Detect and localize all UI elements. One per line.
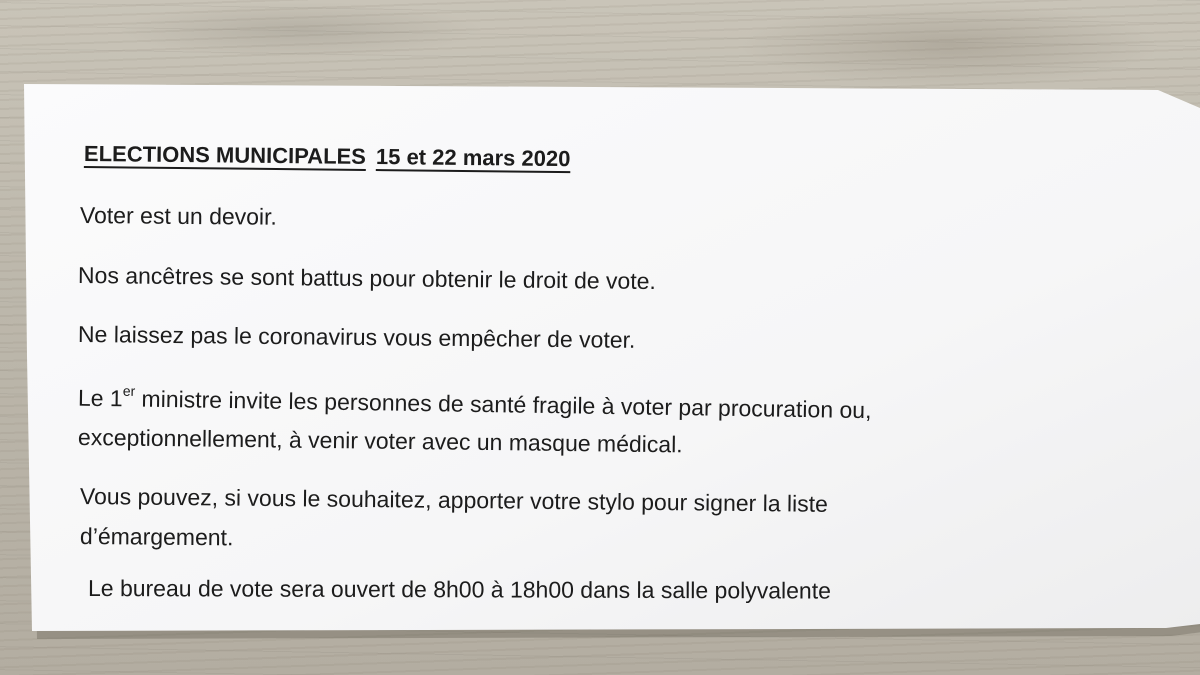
notice-line-ancestors: Nos ancêtres se sont battus pour obtenir le droit de vote. bbox=[77, 262, 656, 295]
minister-rest: ministre invite les personnes de santé fragile à voter par procuration ou, bbox=[134, 385, 872, 424]
notice-line-opening-hours: Le bureau de vote sera ouvert de 8h00 à 18h00 dans la salle polyvalente bbox=[87, 575, 831, 604]
title-text: ELECTIONS MUNICIPALES bbox=[83, 141, 367, 169]
notice-line-pen-continued: d’émargement. bbox=[79, 523, 234, 551]
notice-line-minister-continued: exceptionnellement, à venir voter avec un masque médical. bbox=[77, 424, 683, 458]
notice-line-coronavirus: Ne laissez pas le coronavirus vous empêcher de voter. bbox=[77, 321, 636, 353]
minister-prefix: Le 1 bbox=[77, 384, 123, 412]
notice-line-duty: Voter est un devoir. bbox=[79, 202, 278, 230]
notice-line-minister bbox=[78, 378, 872, 424]
notice-line-pen: Vous pouvez, si vous le souhaitez, apporter votre stylo pour signer la liste bbox=[79, 483, 829, 517]
minister-superscript: er bbox=[122, 382, 136, 399]
title-date: 15 et 22 mars 2020 bbox=[375, 144, 571, 172]
notice-title bbox=[84, 140, 571, 173]
